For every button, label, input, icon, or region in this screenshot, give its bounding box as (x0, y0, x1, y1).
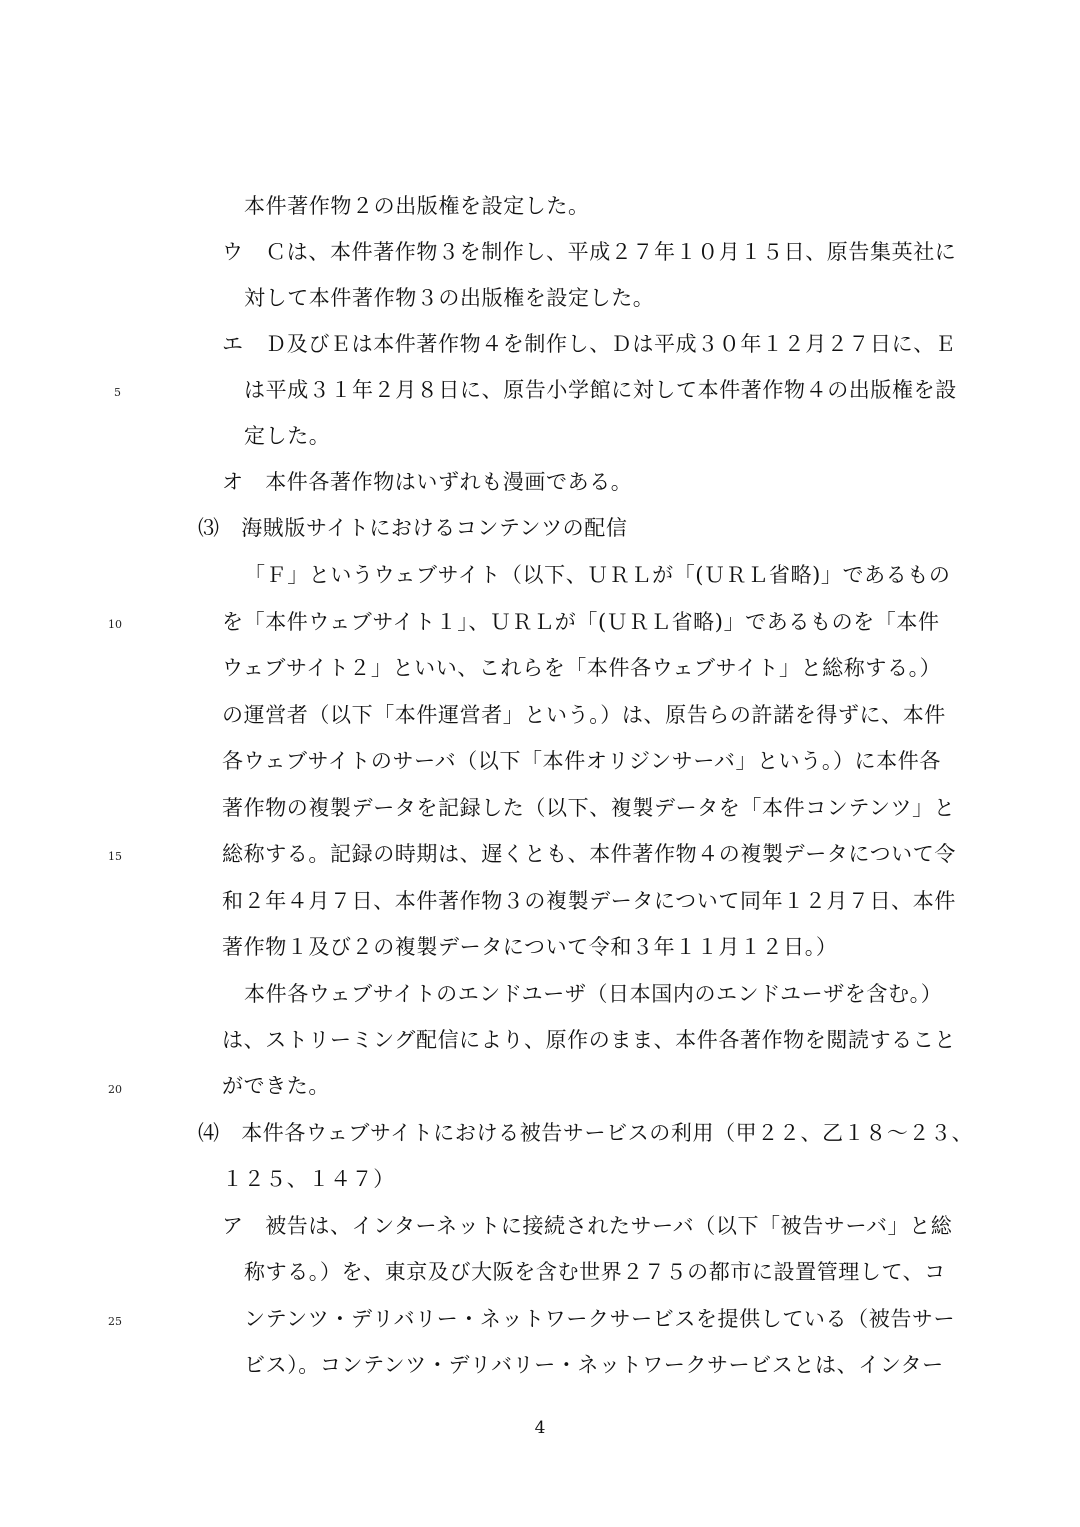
text-line: を「本件ウェブサイト１」、ＵＲＬが「(ＵＲＬ省略)」であるものを「本件 (222, 610, 940, 634)
text-line: １２５、１４７） (222, 1167, 395, 1191)
text-line: 「Ｆ」というウェブサイト（以下、ＵＲＬが「(ＵＲＬ省略)」であるもの (244, 563, 951, 587)
line-number: 5 (114, 386, 121, 399)
text-line: 各ウェブサイトのサーバ（以下「本件オリジンサーバ」という。）に本件各 (222, 749, 941, 773)
section-heading: ⑷ 本件各ウェブサイトにおける被告サービスの利用（甲２２、乙１８～２３、 (198, 1121, 974, 1145)
text-line: ア 被告は、インターネットに接続されたサーバ（以下「被告サーバ」と総 (222, 1214, 953, 1238)
text-line: ウ Ｃは、本件著作物３を制作し、平成２７年１０月１５日、原告集英社に (222, 240, 957, 264)
text-line: 総称する。記録の時期は、遅くとも、本件著作物４の複製データについて令 (222, 842, 956, 866)
text-line: ウェブサイト２」といい、これらを「本件各ウェブサイト」と総称する。） (222, 656, 942, 680)
text-line: 称する。）を、東京及び大阪を含む世界２７５の都市に設置管理して、コ (244, 1260, 946, 1284)
text-line: 和２年４月７日、本件著作物３の複製データについて同年１２月７日、本件 (222, 889, 956, 913)
text-line: ビス）。コンテンツ・デリバリー・ネットワークサービスとは、インター (244, 1353, 944, 1377)
text-line: 本件著作物２の出版権を設定した。 (244, 194, 590, 218)
text-line: 著作物の複製データを記録した（以下、複製データを「本件コンテンツ」と (222, 796, 956, 820)
line-number: 10 (108, 618, 122, 631)
text-line: は平成３１年２月８日に、原告小学館に対して本件著作物４の出版権を設 (244, 378, 957, 402)
text-line: ができた。 (222, 1074, 330, 1098)
text-line: 対して本件著作物３の出版権を設定した。 (244, 286, 655, 310)
text-line: 定した。 (244, 424, 331, 448)
line-number: 20 (108, 1083, 122, 1096)
section-heading: ⑶ 海賊版サイトにおけるコンテンツの配信 (198, 516, 628, 540)
text-line: は、ストリーミング配信により、原作のまま、本件各著作物を閲読すること (222, 1028, 956, 1052)
text-line: オ 本件各著作物はいずれも漫画である。 (222, 470, 633, 494)
line-number: 15 (108, 850, 122, 863)
page-number: 4 (534, 1418, 546, 1438)
text-line: 本件各ウェブサイトのエンドユーザ（日本国内のエンドユーザを含む。） (244, 982, 943, 1006)
text-line: の運営者（以下「本件運営者」という。）は、原告らの許諾を得ずに、本件 (222, 703, 946, 727)
text-line: 著作物１及び２の複製データについて令和３年１１月１２日。） (222, 935, 838, 959)
text-line: ンテンツ・デリバリー・ネットワークサービスを提供している（被告サー (244, 1307, 956, 1331)
line-number: 25 (108, 1315, 122, 1328)
text-line: エ Ｄ及びＥは本件著作物４を制作し、Ｄは平成３０年１２月２７日に、Ｅ (222, 332, 957, 356)
